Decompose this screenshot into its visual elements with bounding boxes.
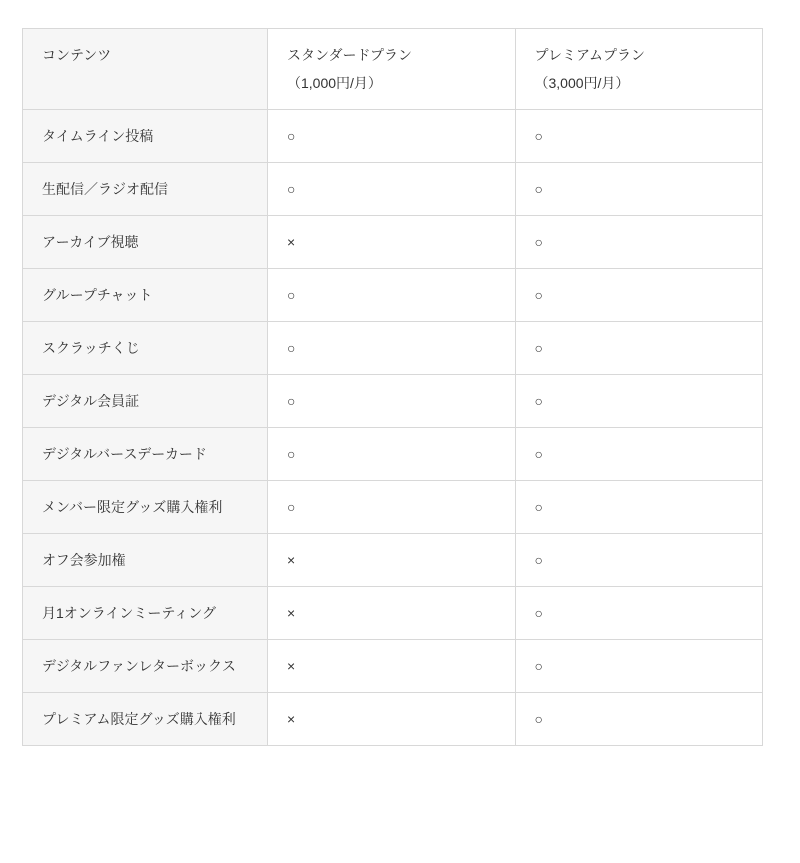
feature-cell: デジタル会員証 bbox=[23, 375, 268, 428]
premium-mark: ○ bbox=[515, 481, 763, 534]
table-row bbox=[23, 428, 763, 481]
feature-cell: スクラッチくじ bbox=[23, 322, 268, 375]
standard-mark: ○ bbox=[268, 163, 516, 216]
premium-mark: ○ bbox=[515, 269, 763, 322]
table-row bbox=[23, 269, 763, 322]
standard-mark: ○ bbox=[268, 428, 516, 481]
premium-mark: ○ bbox=[515, 110, 763, 163]
standard-mark: ○ bbox=[268, 269, 516, 322]
table-row bbox=[23, 216, 763, 269]
table-row bbox=[23, 322, 763, 375]
table-row bbox=[23, 693, 763, 746]
premium-mark: ○ bbox=[515, 375, 763, 428]
plan-comparison-table bbox=[22, 28, 763, 746]
standard-mark: ○ bbox=[268, 481, 516, 534]
premium-mark: ○ bbox=[515, 693, 763, 746]
premium-mark: ○ bbox=[515, 428, 763, 481]
feature-cell: アーカイブ視聴 bbox=[23, 216, 268, 269]
feature-cell: デジタルバースデーカード bbox=[23, 428, 268, 481]
table-header-row bbox=[23, 29, 763, 110]
table-row bbox=[23, 640, 763, 693]
feature-cell: タイムライン投稿 bbox=[23, 110, 268, 163]
standard-mark: × bbox=[268, 693, 516, 746]
table-row bbox=[23, 375, 763, 428]
feature-cell: デジタルファンレターボックス bbox=[23, 640, 268, 693]
table-row bbox=[23, 163, 763, 216]
feature-cell: 生配信／ラジオ配信 bbox=[23, 163, 268, 216]
header-content-column: コンテンツ bbox=[23, 29, 268, 110]
header-standard-plan bbox=[268, 29, 516, 110]
feature-cell: メンバー限定グッズ購入権利 bbox=[23, 481, 268, 534]
standard-plan-name: スタンダードプラン bbox=[287, 47, 413, 63]
premium-mark: ○ bbox=[515, 640, 763, 693]
table-row bbox=[23, 534, 763, 587]
feature-cell: プレミアム限定グッズ購入権利 bbox=[23, 693, 268, 746]
table-row bbox=[23, 110, 763, 163]
premium-mark: ○ bbox=[515, 163, 763, 216]
premium-plan-price: （3,000円/月） bbox=[534, 75, 630, 91]
premium-mark: ○ bbox=[515, 216, 763, 269]
feature-cell: 月1オンラインミーティング bbox=[23, 587, 268, 640]
premium-mark: ○ bbox=[515, 587, 763, 640]
feature-cell: オフ会参加権 bbox=[23, 534, 268, 587]
premium-mark: ○ bbox=[515, 322, 763, 375]
standard-mark: × bbox=[268, 534, 516, 587]
standard-mark: ○ bbox=[268, 375, 516, 428]
standard-mark: × bbox=[268, 640, 516, 693]
table-row bbox=[23, 481, 763, 534]
header-premium-plan bbox=[515, 29, 763, 110]
standard-plan-price: （1,000円/月） bbox=[287, 75, 382, 91]
feature-cell: グループチャット bbox=[23, 269, 268, 322]
standard-mark: ○ bbox=[268, 322, 516, 375]
premium-mark: ○ bbox=[515, 534, 763, 587]
standard-mark: ○ bbox=[268, 110, 516, 163]
standard-mark: × bbox=[268, 587, 516, 640]
premium-plan-name: プレミアムプラン bbox=[534, 47, 645, 63]
standard-mark: × bbox=[268, 216, 516, 269]
table-row bbox=[23, 587, 763, 640]
